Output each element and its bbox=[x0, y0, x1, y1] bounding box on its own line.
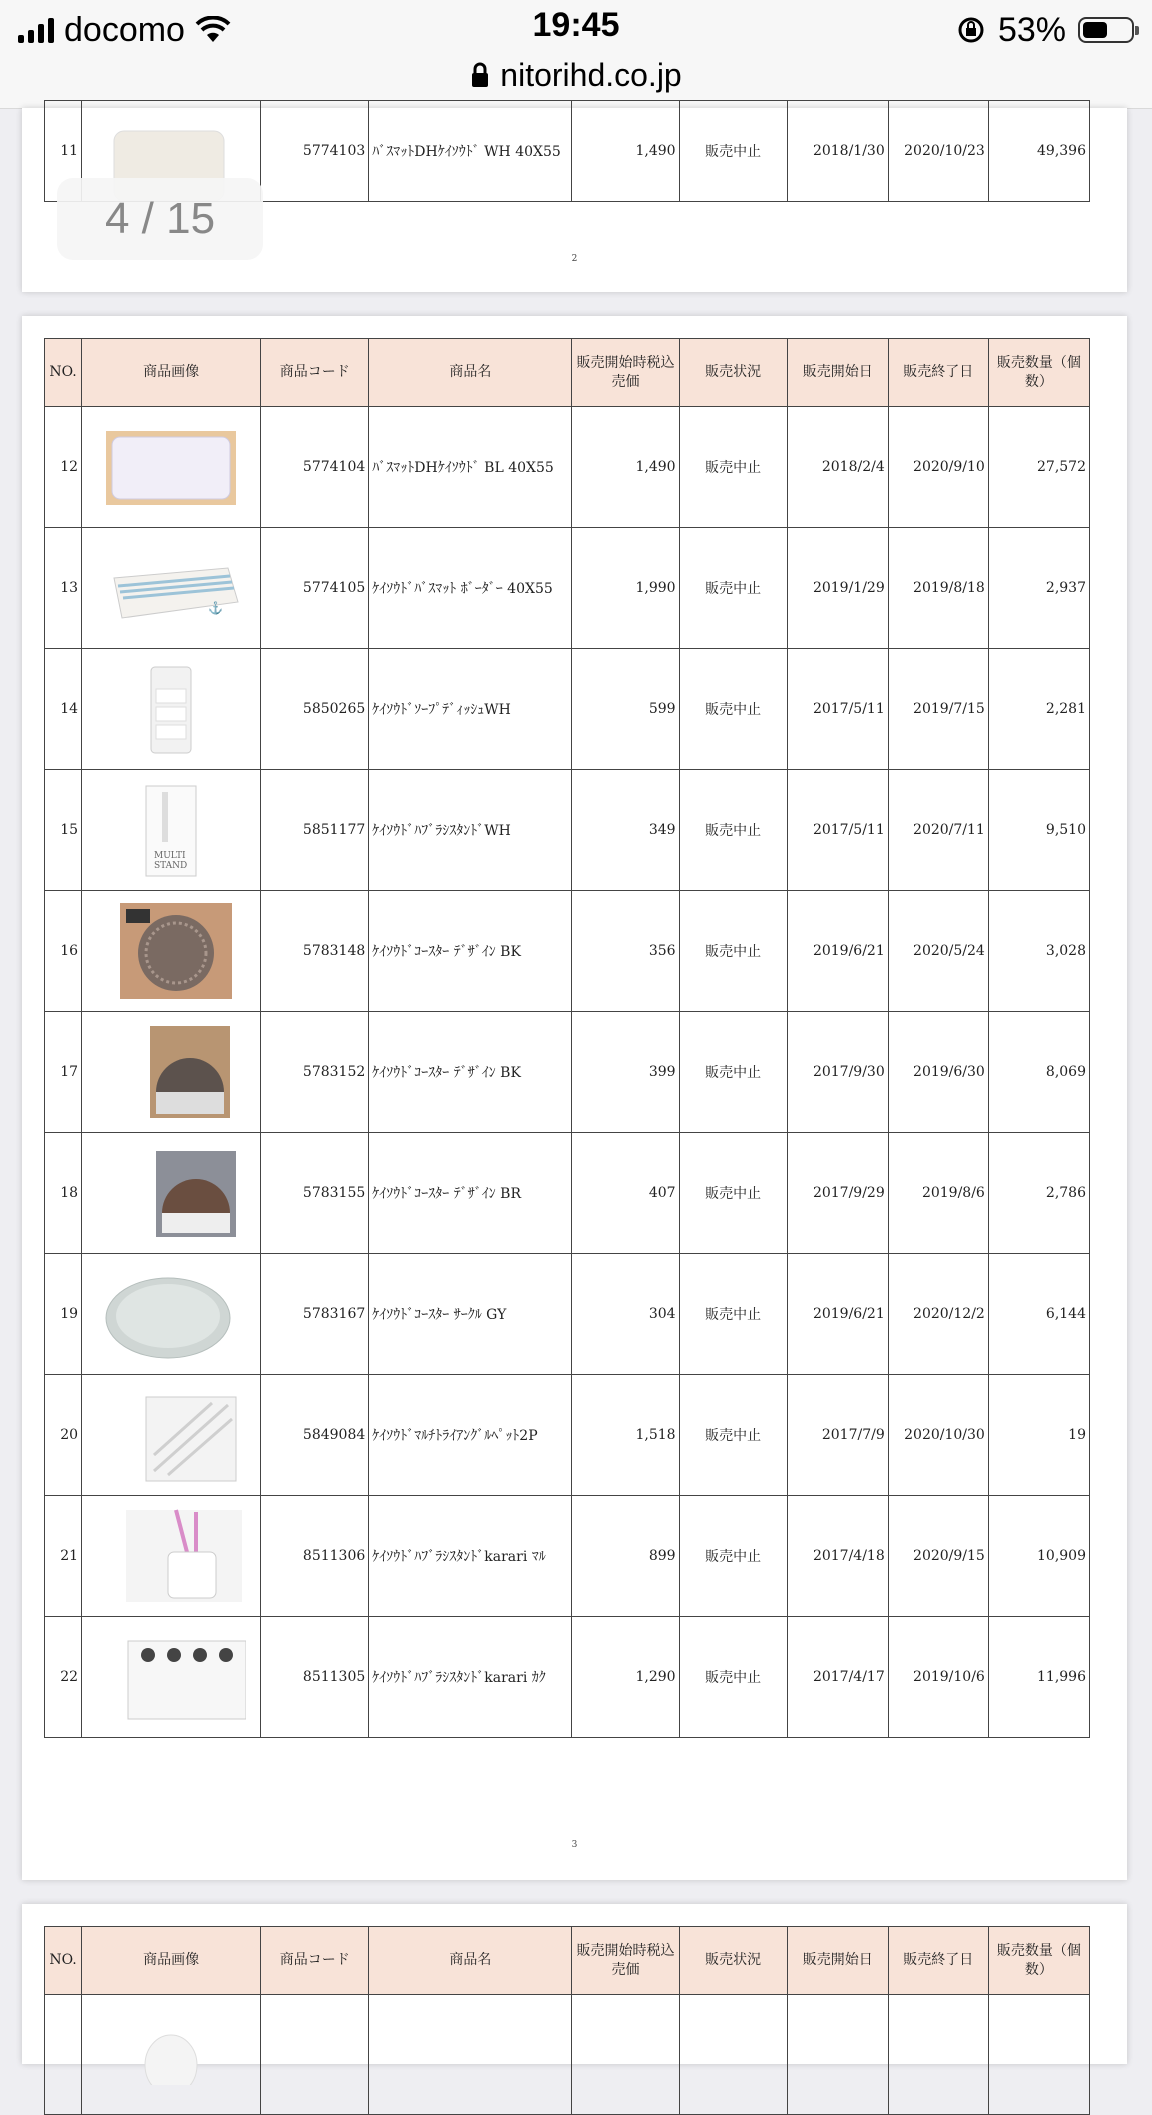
row-number: 22 bbox=[45, 1617, 82, 1738]
product-table-page-3 bbox=[44, 338, 1090, 1738]
carrier-name: docomo bbox=[64, 10, 185, 49]
column-header: 販売終了日 bbox=[888, 339, 988, 407]
start-date: 2018/1/30 bbox=[787, 101, 888, 202]
column-header: 販売数量（個数） bbox=[988, 339, 1089, 407]
start-date: 2017/9/29 bbox=[787, 1133, 888, 1254]
row-number: 17 bbox=[45, 1012, 82, 1133]
row-number: 19 bbox=[45, 1254, 82, 1375]
battery-percent: 53% bbox=[997, 10, 1066, 49]
product-image-cell bbox=[82, 1617, 261, 1738]
row-number: 18 bbox=[45, 1133, 82, 1254]
product-name: ｹｲｿｳﾄﾞｺｰｽﾀｰ ｻｰｸﾙ GY bbox=[369, 1254, 572, 1375]
price: 407 bbox=[572, 1133, 679, 1254]
price: 1,518 bbox=[572, 1375, 679, 1496]
start-date: 2017/5/11 bbox=[787, 770, 888, 891]
price: 1,290 bbox=[572, 1617, 679, 1738]
price: 304 bbox=[572, 1254, 679, 1375]
sales-quantity: 10,909 bbox=[988, 1496, 1089, 1617]
start-date: 2017/5/11 bbox=[787, 649, 888, 770]
column-header: 商品名 bbox=[369, 1927, 572, 1995]
column-header: 販売開始時税込売価 bbox=[572, 339, 679, 407]
table-row bbox=[45, 1133, 1090, 1254]
product-name: ｹｲｿｳﾄﾞｿｰﾌﾟﾃﾞｨｯｼｭWH bbox=[369, 649, 572, 770]
sales-quantity: 6,144 bbox=[988, 1254, 1089, 1375]
coaster-half-pack-thumbnail bbox=[96, 1022, 246, 1122]
sales-quantity: 2,786 bbox=[988, 1133, 1089, 1254]
battery-area bbox=[956, 8, 1134, 52]
column-header: 販売開始日 bbox=[787, 339, 888, 407]
sales-quantity: 27,572 bbox=[988, 407, 1089, 528]
lock-icon bbox=[470, 62, 490, 88]
start-date: 2017/4/18 bbox=[787, 1496, 888, 1617]
product-image-cell bbox=[82, 649, 261, 770]
product-name: ｹｲｿｳﾄﾞﾊﾌﾞﾗｼｽﾀﾝﾄﾞWH bbox=[369, 770, 572, 891]
price: 356 bbox=[572, 891, 679, 1012]
start-date: 2017/9/30 bbox=[787, 1012, 888, 1133]
product-name: ｹｲｿｳﾄﾞﾏﾙﾁﾄﾗｲｱﾝｸﾞﾙﾍﾟｯﾄ2P bbox=[369, 1375, 572, 1496]
sales-quantity: 49,396 bbox=[988, 101, 1089, 202]
table-row bbox=[45, 528, 1090, 649]
column-header: 商品画像 bbox=[82, 1927, 261, 1995]
end-date: 2020/5/24 bbox=[888, 891, 988, 1012]
start-date: 2017/7/9 bbox=[787, 1375, 888, 1496]
row-number: 15 bbox=[45, 770, 82, 891]
product-code: 5850265 bbox=[261, 649, 369, 770]
sales-status: 販売中止 bbox=[679, 649, 787, 770]
end-date: 2019/8/6 bbox=[888, 1133, 988, 1254]
url-text: nitorihd.co.jp bbox=[500, 56, 682, 93]
product-name: ﾊﾞｽﾏｯﾄDHｹｲｿｳﾄﾞ BL 40X55 bbox=[369, 407, 572, 528]
product-name: ｹｲｿｳﾄﾞﾊﾌﾞﾗｼｽﾀﾝﾄﾞkarari ﾏﾙ bbox=[369, 1496, 572, 1617]
sales-quantity: 8,069 bbox=[988, 1012, 1089, 1133]
sales-status: 販売中止 bbox=[679, 1617, 787, 1738]
column-header: 商品コード bbox=[261, 339, 369, 407]
sales-status: 販売中止 bbox=[679, 407, 787, 528]
column-header: 商品コード bbox=[261, 1927, 369, 1995]
end-date: 2020/10/23 bbox=[888, 101, 988, 202]
column-header: 販売終了日 bbox=[888, 1927, 988, 1995]
sales-status: 販売中止 bbox=[679, 101, 787, 202]
pdf-page-4 bbox=[22, 1904, 1127, 2064]
sales-status: 販売中止 bbox=[679, 1133, 787, 1254]
triangle-set-thumbnail bbox=[96, 1385, 246, 1485]
cup-holder-thumbnail bbox=[131, 2025, 211, 2085]
column-header: 販売開始日 bbox=[787, 1927, 888, 1995]
column-header: 販売数量（個数） bbox=[988, 1927, 1089, 1995]
product-image-cell bbox=[82, 1254, 261, 1375]
bath-mat-lilac-thumbnail bbox=[96, 417, 246, 517]
product-image-cell bbox=[82, 1496, 261, 1617]
sales-quantity: 19 bbox=[988, 1375, 1089, 1496]
end-date: 2019/8/18 bbox=[888, 528, 988, 649]
square-holder-thumbnail bbox=[96, 1627, 246, 1727]
row-number: 14 bbox=[45, 649, 82, 770]
product-name: ｹｲｿｳﾄﾞｺｰｽﾀｰ ﾃﾞｻﾞｲﾝ BR bbox=[369, 1133, 572, 1254]
sales-quantity: 11,996 bbox=[988, 1617, 1089, 1738]
table-row bbox=[45, 649, 1090, 770]
end-date: 2019/7/15 bbox=[888, 649, 988, 770]
start-date: 2019/1/29 bbox=[787, 528, 888, 649]
product-name: ｹｲｿｳﾄﾞﾊﾞｽﾏｯﾄ ﾎﾞｰﾀﾞｰ 40X55 bbox=[369, 528, 572, 649]
table-row bbox=[45, 891, 1090, 1012]
table-row bbox=[45, 1375, 1090, 1496]
sales-quantity: 2,937 bbox=[988, 528, 1089, 649]
product-name: ﾊﾞｽﾏｯﾄDHｹｲｿｳﾄﾞ WH 40X55 bbox=[369, 101, 572, 202]
sales-quantity: 2,281 bbox=[988, 649, 1089, 770]
sales-status: 販売中止 bbox=[679, 1012, 787, 1133]
toothbrush-stand-thumbnail bbox=[96, 780, 246, 880]
product-code: 5774104 bbox=[261, 407, 369, 528]
price: 899 bbox=[572, 1496, 679, 1617]
row-number: 20 bbox=[45, 1375, 82, 1496]
table-row bbox=[45, 1617, 1090, 1738]
page-number: 3 bbox=[571, 1840, 578, 1850]
end-date: 2020/9/10 bbox=[888, 407, 988, 528]
column-header: 販売開始時税込売価 bbox=[572, 1927, 679, 1995]
row-number: 12 bbox=[45, 407, 82, 528]
sales-quantity: 3,028 bbox=[988, 891, 1089, 1012]
product-image-cell bbox=[82, 528, 261, 649]
sales-status: 販売中止 bbox=[679, 1375, 787, 1496]
product-code: 5783152 bbox=[261, 1012, 369, 1133]
product-code: 5783155 bbox=[261, 1133, 369, 1254]
cup-holder-thumbnail bbox=[96, 1506, 246, 1606]
battery-icon bbox=[1078, 17, 1134, 43]
product-image-cell bbox=[82, 407, 261, 528]
table-row bbox=[45, 1254, 1090, 1375]
column-header: 販売状況 bbox=[679, 1927, 787, 1995]
price: 349 bbox=[572, 770, 679, 891]
product-code: 5851177 bbox=[261, 770, 369, 891]
sales-status: 販売中止 bbox=[679, 528, 787, 649]
price: 399 bbox=[572, 1012, 679, 1133]
row-number: 11 bbox=[45, 101, 82, 202]
product-image-cell bbox=[82, 1375, 261, 1496]
product-code: 5783148 bbox=[261, 891, 369, 1012]
coaster-round-pack-thumbnail bbox=[96, 901, 246, 1001]
end-date: 2019/6/30 bbox=[888, 1012, 988, 1133]
product-image-cell bbox=[82, 1012, 261, 1133]
start-date: 2018/2/4 bbox=[787, 407, 888, 528]
row-number: 13 bbox=[45, 528, 82, 649]
table-row bbox=[45, 1496, 1090, 1617]
product-name: ｹｲｿｳﾄﾞﾊﾌﾞﾗｼｽﾀﾝﾄﾞkarari ｶｸ bbox=[369, 1617, 572, 1738]
table-row bbox=[45, 770, 1090, 891]
sales-status: 販売中止 bbox=[679, 1254, 787, 1375]
end-date: 2020/10/30 bbox=[888, 1375, 988, 1496]
product-name: ｹｲｿｳﾄﾞｺｰｽﾀｰ ﾃﾞｻﾞｲﾝ BK bbox=[369, 1012, 572, 1133]
sales-quantity: 9,510 bbox=[988, 770, 1089, 891]
product-code: 5774105 bbox=[261, 528, 369, 649]
bath-mat-border-thumbnail bbox=[96, 538, 246, 638]
product-image-cell bbox=[82, 891, 261, 1012]
column-header: 販売状況 bbox=[679, 339, 787, 407]
row-number: 21 bbox=[45, 1496, 82, 1617]
column-header: NO. bbox=[45, 1927, 82, 1995]
table-cell bbox=[45, 1995, 82, 2115]
product-code: 5783167 bbox=[261, 1254, 369, 1375]
product-code: 8511305 bbox=[261, 1617, 369, 1738]
price: 1,990 bbox=[572, 528, 679, 649]
row-number: 16 bbox=[45, 891, 82, 1012]
clock: 19:45 bbox=[532, 6, 620, 44]
product-table-page-4 bbox=[44, 1926, 1090, 2115]
start-date: 2019/6/21 bbox=[787, 1254, 888, 1375]
soap-dish-thumbnail bbox=[96, 659, 246, 759]
table-row bbox=[45, 1012, 1090, 1133]
end-date: 2019/10/6 bbox=[888, 1617, 988, 1738]
url-bar[interactable] bbox=[0, 52, 1152, 98]
svg-text:MULTI: MULTI bbox=[154, 851, 186, 861]
product-image-cell bbox=[82, 1133, 261, 1254]
svg-text:STAND: STAND bbox=[154, 861, 188, 871]
page-number: 2 bbox=[571, 254, 578, 264]
column-header: NO. bbox=[45, 339, 82, 407]
product-code: 8511306 bbox=[261, 1496, 369, 1617]
column-header: 商品名 bbox=[369, 339, 572, 407]
sales-status: 販売中止 bbox=[679, 891, 787, 1012]
browser-status-bar bbox=[0, 0, 1152, 109]
price: 599 bbox=[572, 649, 679, 770]
product-name: ｹｲｿｳﾄﾞｺｰｽﾀｰ ﾃﾞｻﾞｲﾝ BK bbox=[369, 891, 572, 1012]
price: 1,490 bbox=[572, 407, 679, 528]
price: 1,490 bbox=[572, 101, 679, 202]
end-date: 2020/12/2 bbox=[888, 1254, 988, 1375]
coaster-brown-pack-thumbnail bbox=[96, 1143, 246, 1243]
product-code: 5849084 bbox=[261, 1375, 369, 1496]
start-date: 2017/4/17 bbox=[787, 1617, 888, 1738]
coaster-circle-thumbnail bbox=[96, 1264, 246, 1364]
orientation-lock-icon bbox=[956, 15, 986, 45]
sales-status: 販売中止 bbox=[679, 1496, 787, 1617]
product-image-cell bbox=[82, 770, 261, 891]
start-date: 2019/6/21 bbox=[787, 891, 888, 1012]
product-image-cell bbox=[82, 1995, 261, 2115]
table-row bbox=[45, 407, 1090, 528]
page-indicator: 4 / 15 bbox=[57, 178, 263, 260]
column-header: 商品画像 bbox=[82, 339, 261, 407]
end-date: 2020/9/15 bbox=[888, 1496, 988, 1617]
svg-text:⚓: ⚓ bbox=[208, 601, 224, 615]
sales-status: 販売中止 bbox=[679, 770, 787, 891]
product-code: 5774103 bbox=[261, 101, 369, 202]
end-date: 2020/7/11 bbox=[888, 770, 988, 891]
pdf-page-3 bbox=[22, 316, 1127, 1880]
